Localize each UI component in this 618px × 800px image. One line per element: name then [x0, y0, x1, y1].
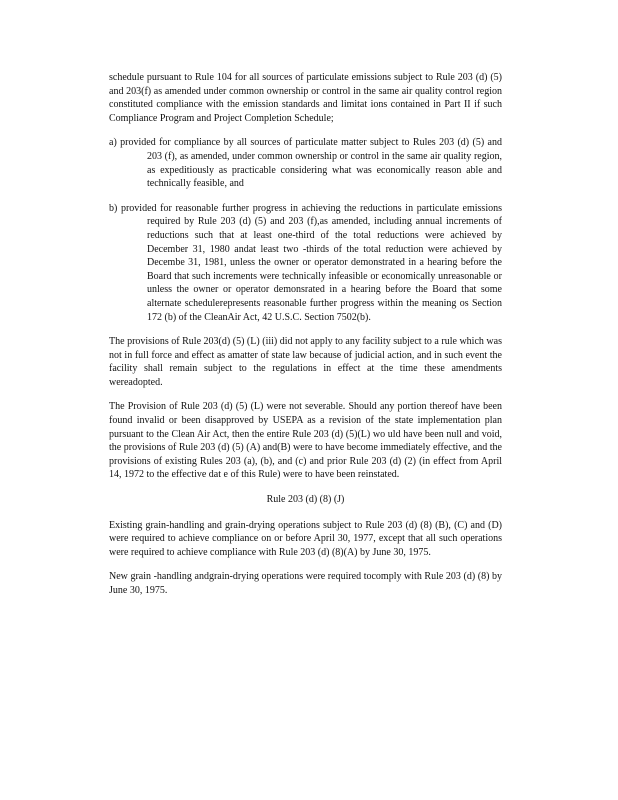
document-page [109, 71, 502, 609]
severability-paragraph: The Provision of Rule 203 (d) (5) (L) were not severable. Should any portion thereof have been found invalid or been disapproved by USEPA as a revision of the state implementation plan pursuant to the Clean Air Act, then the entire Rule 203 (d) (5)(L) wo uld have been null and void, the provisions of Rule 203 (d) (5) (A) and(B) were to have become immediately effective, and the provisions of existing Rules 203 (a), (b), and (c) and prior Rule 203 (d) (2) (in effect from April 14, 1972 to the effective dat e of this Rule) were to have been reinstated. [109, 401, 502, 481]
provisions-paragraph: The provisions of Rule 203(d) (5) (L) (iii) did not apply to any facility subject to a rule which was not in full force and effect as amatter of state law because of judicial action, and in such event the facility shall remain subject to the regulations in effect at the time these amendments wereadopted. [109, 336, 502, 388]
list-item-b: b) provided for reasonable further progress in achieving the reductions in particulate emissions required by Rule 203 (d) (5) and 203 (f),as amended, including annual increments of reductions such that at least one-third of the total reductions were achieved by December 31, 1980 andat least two -thirds of the total reduction were achieved by Decembe 31, 1981, unless the owner or operator demonstrated in a hearing before the Board that such increments were technically infeasible or economically unreasonable or unless the owner or operator demonsrated in a hearing before the Board that some alternate schedulerepresents reasonable further progress within the meaning os Section 172 (b) of the CleanAir Act, 42 U.S.C. Section 7502(b). [109, 202, 502, 323]
section-heading: Rule 203 (d) (8) (J) [266, 494, 345, 506]
list-item-a: a) provided for compliance by all sources of particulate matter subject to Rules 203 (d) (5) and 203 (f), as amended, under common ownership or control in the same air quality region, as expeditiously as practicable considering what was economically reason able and technically feasible, and [109, 137, 502, 190]
existing-operations-paragraph: Existing grain-handling and grain-drying operations subject to Rule 203 (d) (8) (B), (C) and (D) were required to achieve compliance on or before April 30, 1977, except that all such operations were required to achieve compliance with Rule 203 (d) (8)(A) by June 30, 1975. [109, 519, 502, 558]
intro-paragraph: schedule pursuant to Rule 104 for all sources of particulate emissions subject to Rule 203 (d) (5) and 203(f) as amended under common ownership or control in the same air quality control region constituted compliance with the emission standards and limitat ions contained in Part II if such Compliance Program and Project Completion Schedule; [109, 72, 502, 124]
new-operations-paragraph: New grain -handling andgrain-drying operations were required tocomply with Rule 203 (d) (8) by June 30, 1975. [109, 571, 502, 596]
